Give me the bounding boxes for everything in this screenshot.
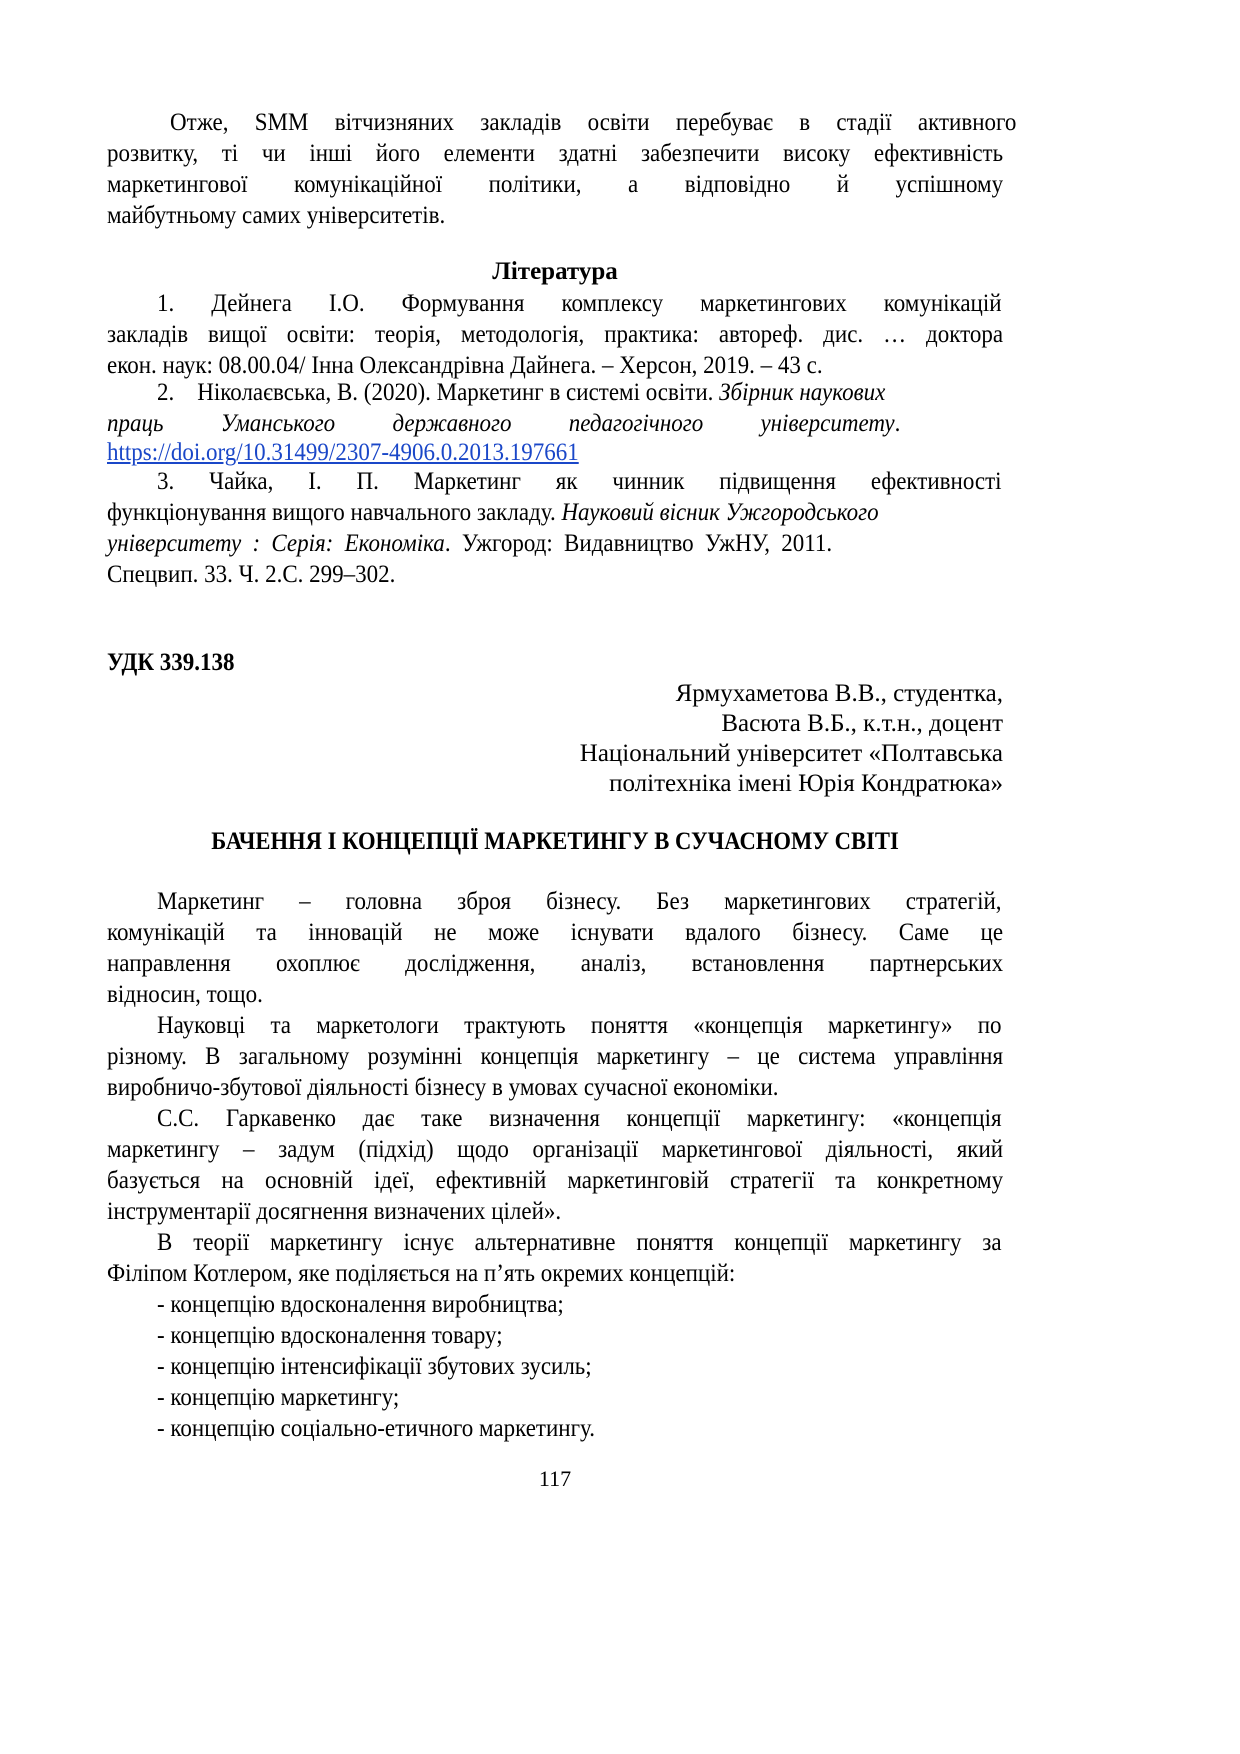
paragraph-line: відносин, тощо. (107, 981, 263, 1008)
reference-3-line: 3. Чайка, І. П. Маркетинг як чинник підвищення ефективності (157, 468, 1002, 495)
reference-2-journal: праць Уманського державного педагогічного університету (107, 410, 895, 437)
reference-2-line (157, 377, 1002, 409)
paragraph-line: Філіпом Котлером, яке поділяється на п’ять окремих концепцій: (107, 1260, 736, 1287)
paragraph-line: базується на основній ідеї, ефективній маркетинговій стратегії та конкретному (107, 1167, 1004, 1194)
reference-3-line: Спецвип. 33. Ч. 2.С. 299–302. (107, 561, 396, 588)
paragraph-line: В теорії маркетингу існує альтернативне поняття концепції маркетингу за (157, 1229, 1002, 1256)
concept-list-item: - концепцію інтенсифікації збутових зусиль; (157, 1353, 592, 1380)
concept-list-item: - концепцію маркетингу; (157, 1384, 400, 1411)
reference-3-line (107, 497, 931, 529)
paragraph-line: направлення охоплює дослідження, аналіз, встановлення партнерських (107, 950, 1004, 977)
intro-line: майбутньому самих університетів. (107, 202, 446, 229)
reference-2-journal: Збірник наукових (719, 379, 886, 406)
paragraph-line: комунікацій та інновацій не може існувати вдалого бізнесу. Саме це (107, 919, 1004, 946)
intro-line: маркетингової комунікаційної політики, а відповідно й успішному (107, 171, 1004, 198)
reference-1-line: 1. Дейнега І.О. Формування комплексу маркетингових комунікацій (157, 290, 1002, 317)
affiliation-line: Національний університет «Полтавська (579, 740, 1003, 767)
paragraph-line: інструментарії досягнення визначених цілей». (107, 1198, 562, 1225)
article-title: БАЧЕННЯ І КОНЦЕПЦІЇ МАРКЕТИНГУ В СУЧАСНОМУ СВІТІ (211, 828, 899, 855)
reference-2-line (107, 437, 931, 469)
reference-3-text: функціонування вищого навчального закладу. (107, 499, 562, 526)
reference-3-journal: університету : Серія: Економіка (107, 530, 445, 557)
author-line: Ярмухаметова В.В., студентка, (675, 680, 1003, 707)
concept-list-item: - концепцію вдосконалення виробництва; (157, 1291, 564, 1318)
paragraph-line: Науковці та маркетологи трактують поняття «концепція маркетингу» по (157, 1012, 1002, 1039)
affiliation-line: політехніка імені Юрія Кондратюка» (609, 770, 1003, 797)
paragraph-line: маркетингу – задум (підхід) щодо організації маркетингової діяльності, який (107, 1136, 1004, 1163)
author-line: Васюта В.Б., к.т.н., доцент (721, 710, 1003, 737)
reference-2-text: 2. Ніколаєвська, В. (2020). Маркетинг в системі освіти. (157, 379, 720, 406)
paragraph-line: різному. В загальному розумінні концепція маркетингу – це система управління (107, 1043, 1004, 1070)
paragraph-line: Маркетинг – головна зброя бізнесу. Без маркетингових стратегій, (157, 888, 1002, 915)
reference-3-line (107, 528, 931, 560)
intro-line: Отже, SMM вітчизняних закладів освіти перебуває в стадії активного (170, 109, 1017, 136)
reference-1-line: закладів вищої освіти: теорія, методологія, практика: автореф. дис. … доктора (107, 321, 1004, 348)
references-heading: Література (492, 258, 618, 285)
reference-1-line: екон. наук: 08.00.04/ Інна Олександрівна Дайнега. – Херсон, 2019. – 43 с. (107, 352, 823, 379)
concept-list-item: - концепцію соціально-етичного маркетингу. (157, 1415, 595, 1442)
reference-3-journal: Науковий вісник Ужгородського (561, 499, 879, 526)
reference-2-punct: . (894, 410, 901, 437)
paragraph-line: С.С. Гаркавенко дає таке визначення концепції маркетингу: «концепція (157, 1105, 1002, 1132)
reference-2-line (107, 408, 1003, 440)
udc-code: УДК 339.138 (107, 649, 235, 676)
reference-3-text: . Ужгород: Видавництво УжНУ, 2011. (444, 530, 833, 557)
intro-line: розвитку, ті чи інші його елементи здатні забезпечити високу ефективність (107, 140, 1004, 167)
reference-2-doi-link[interactable]: https://doi.org/10.31499/2307-4906.0.2013.197661 (107, 439, 579, 466)
paragraph-line: виробничо-збутової діяльності бізнесу в умовах сучасної економіки. (107, 1074, 779, 1101)
page-number: 117 (538, 1466, 572, 1491)
concept-list-item: - концепцію вдосконалення товару; (157, 1322, 503, 1349)
